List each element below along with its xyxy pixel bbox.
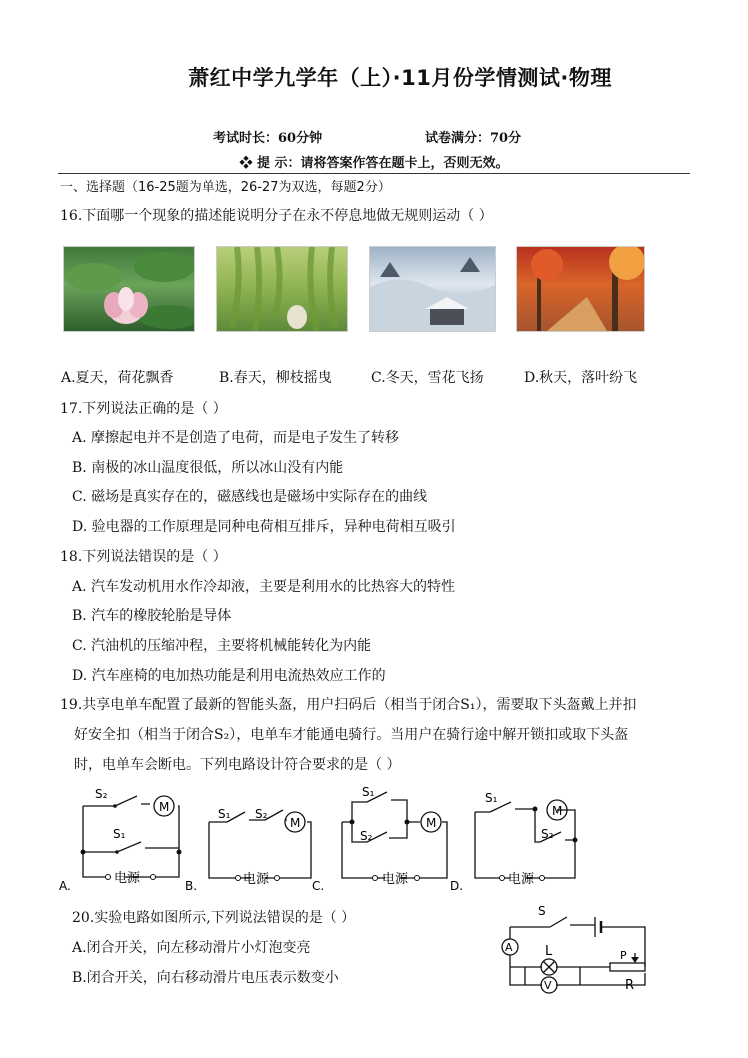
q18-option-a: A. 汽车发动机用水作冷却液，主要是利用水的比热容大的特性 <box>72 579 456 595</box>
willow-photo <box>216 246 348 332</box>
exam-duration: 考试时长：60分钟 <box>213 131 323 146</box>
q20-stem: 20.实验电路如图所示,下列说法错误的是（ ） <box>72 910 356 926</box>
circuit-a-s2: S₂ <box>95 787 108 801</box>
q20-resistor-label: R <box>625 978 635 993</box>
circuit-b-s2: S₂ <box>255 807 268 821</box>
voltmeter-icon: V <box>544 979 552 992</box>
circuit-a-motor: M <box>159 800 170 814</box>
q20-circuit <box>495 905 655 1005</box>
exam-hint: ❖ 提 示：请将答案作答在题卡上，否则无效。 <box>239 156 509 171</box>
circuit-d-label: D. <box>450 879 464 893</box>
section-heading: 一、选择题（16-25题为单选，26-27为双选，每题2分） <box>60 180 391 195</box>
q18-option-d: D. 汽车座椅的电加热功能是利用电流热效应工作的 <box>72 668 386 684</box>
circuit-a-label: A. <box>59 879 71 893</box>
circuit-c-label: C. <box>312 879 325 893</box>
q18-stem: 18.下列说法错误的是（ ） <box>60 549 227 565</box>
circuit-a-s1: S₁ <box>113 827 126 841</box>
circuit-d-s2: S₂ <box>541 827 554 841</box>
q19-line-2: 好安全扣（相当于闭合S₂），电单车才能通电骑行。当用户在骑行途中解开锁扣或取下头盔 <box>74 727 629 743</box>
circuit-b-s1: S₁ <box>218 807 231 821</box>
circuit-c-source: 电源 <box>382 872 409 887</box>
q17-stem: 17.下列说法正确的是（ ） <box>60 401 227 417</box>
q16-option-b: B.春天，柳枝摇曳 <box>219 370 332 386</box>
q18-option-b: B. 汽车的橡胶轮胎是导体 <box>72 608 232 624</box>
circuit-d-s1: S₁ <box>485 791 498 805</box>
q20-slider-label: P <box>620 949 627 962</box>
q17-option-b: B. 南极的冰山温度很低，所以冰山没有内能 <box>72 460 344 476</box>
q16-option-c: C.冬天，雪花飞扬 <box>371 370 484 386</box>
snow-photo <box>369 246 496 332</box>
q19-line-1: 19.共享电单车配置了最新的智能头盔，用户扫码后（相当于闭合S₁），需要取下头盔戴上并扣 <box>60 697 637 713</box>
circuit-d-motor: M <box>552 804 563 818</box>
exam-score: 试卷满分：70分 <box>425 131 522 146</box>
willow-tree-icon <box>217 247 347 331</box>
circuit-b-source: 电源 <box>243 872 270 887</box>
circuit-d-source: 电源 <box>508 872 535 887</box>
circuit-a-source: 电源 <box>114 871 141 886</box>
q19-line-3: 时，电单车会断电。下列电路设计符合要求的是（ ） <box>74 757 401 773</box>
q16-stem: 16.下面哪一个现象的描述能说明分子在永不停息地做无规则运动（ ） <box>60 208 493 224</box>
q20-switch-label: S <box>538 905 546 918</box>
circuit-b-motor: M <box>290 816 301 830</box>
q16-option-a: A.夏天，荷花飘香 <box>61 370 174 386</box>
header-divider <box>58 173 690 174</box>
lotus-photo <box>63 246 195 332</box>
q17-option-c: C. 磁场是真实存在的，磁感线也是磁场中实际存在的曲线 <box>72 489 428 505</box>
exam-title: 萧红中学九学年（上）·11月份学情测试·物理 <box>188 66 612 90</box>
q18-option-c: C. 汽油机的压缩冲程，主要将机械能转化为内能 <box>72 638 372 654</box>
ammeter-icon: A <box>505 941 513 954</box>
q17-option-a: A. 摩擦起电并不是创造了电荷，而是电子发生了转移 <box>72 430 400 446</box>
circuit-c-s2: S₂ <box>360 829 373 843</box>
circuit-c-s1: S₁ <box>362 785 375 799</box>
q16-option-d: D.秋天，落叶纷飞 <box>524 370 638 386</box>
circuit-c-motor: M <box>426 816 437 830</box>
q17-option-d: D. 验电器的工作原理是同种电荷相互排斥，异种电荷相互吸引 <box>72 519 456 535</box>
q19-circuits <box>55 782 695 894</box>
autumn-photo <box>516 246 645 332</box>
circuit-b-label: B. <box>185 879 198 893</box>
q20-option-a: A.闭合开关，向左移动滑片小灯泡变亮 <box>72 940 311 956</box>
snowy-house-icon <box>370 247 495 331</box>
lotus-flower-icon <box>64 247 194 331</box>
q20-option-b: B.闭合开关，向右移动滑片电压表示数变小 <box>72 970 339 986</box>
autumn-trees-icon <box>517 247 644 331</box>
q20-lamp-label: L <box>545 944 553 959</box>
